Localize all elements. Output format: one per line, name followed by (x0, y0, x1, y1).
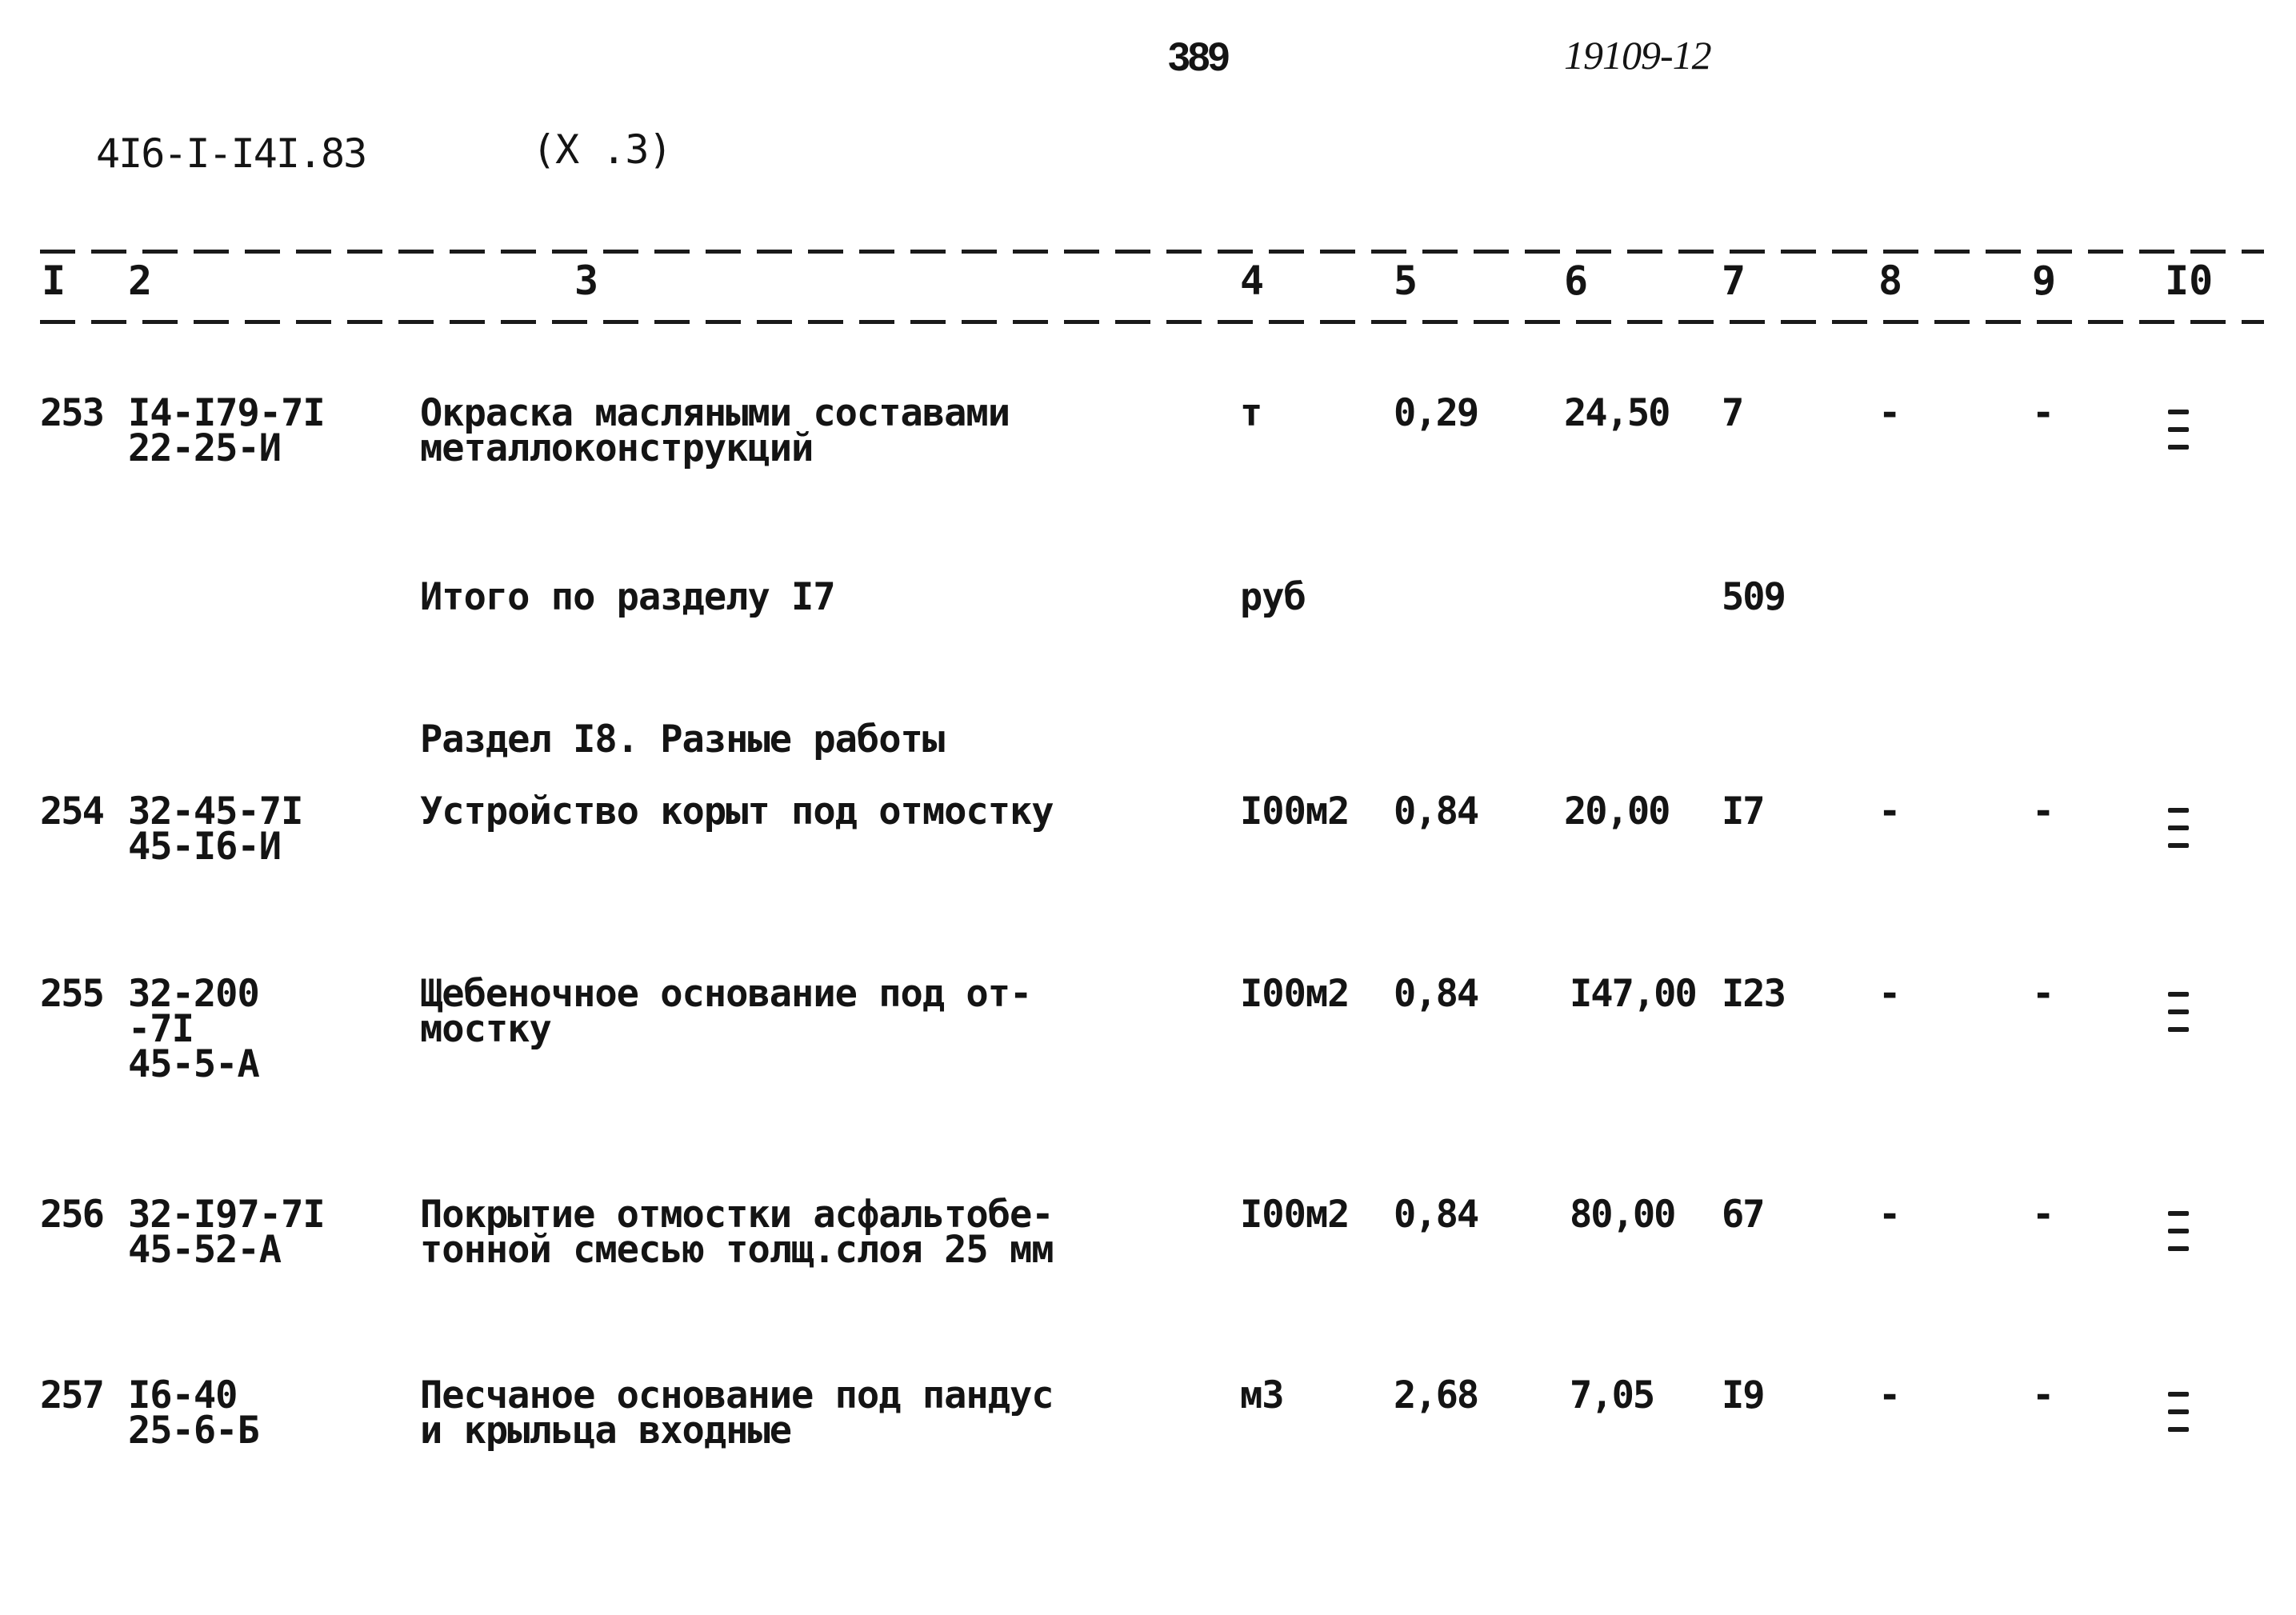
norm-code: I6-40 (128, 1373, 238, 1417)
column-header-1: I (42, 258, 66, 304)
work-description: Щебеночное основание под от- (420, 972, 1032, 1016)
work-description: Окраска масляными составами (420, 391, 1010, 435)
column-header-10: I0 (2165, 258, 2214, 304)
col8-value: - (1878, 391, 1901, 435)
unit-price: 80,00 (1570, 1193, 1675, 1237)
unit-price: 24,50 (1564, 391, 1670, 435)
column-header-5: 5 (1394, 258, 1418, 304)
total-cost: I7 (1722, 790, 1764, 833)
document-code: 4I6-I-I4I.83 (96, 130, 366, 177)
ditto-mark (2168, 1211, 2189, 1253)
ditto-mark (2168, 992, 2189, 1033)
quantity: 0,29 (1394, 391, 1478, 435)
price-code: 25-6-Б (128, 1409, 259, 1453)
column-header-4: 4 (1240, 258, 1265, 304)
work-description-cont: металлоконструкций (420, 426, 814, 470)
dashed-rule-bottom (40, 320, 2264, 324)
work-description-cont: мостку (420, 1007, 551, 1051)
row-number: 253 (40, 391, 103, 435)
norm-code: 32-200 (128, 972, 259, 1016)
total-cost: I9 (1722, 1373, 1764, 1417)
ditto-mark (2168, 1392, 2189, 1433)
unit: т (1240, 391, 1262, 435)
work-description-cont: и крыльца входные (420, 1409, 792, 1453)
norm-code: I4-I79-7I (128, 391, 325, 435)
total-cost: 7 (1722, 391, 1743, 435)
handwritten-reference: 19109-12 (1564, 33, 1711, 78)
work-description: Устройство корыт под отмостку (420, 790, 1054, 833)
unit: I00м2 (1240, 1193, 1350, 1237)
column-header-9: 9 (2032, 258, 2057, 304)
price-code: 45-52-А (128, 1228, 282, 1272)
quantity: 0,84 (1394, 972, 1478, 1016)
work-description: Покрытие отмостки асфальтобе- (420, 1193, 1054, 1237)
subtotal-total: 509 (1722, 575, 1785, 619)
col9-value: - (2032, 391, 2054, 435)
page-number: 389 (1168, 34, 1228, 79)
dashed-rule-top (40, 250, 2264, 254)
col9-value: - (2032, 790, 2054, 833)
unit-price: 20,00 (1564, 790, 1670, 833)
row-number: 254 (40, 790, 103, 833)
quantity: 0,84 (1394, 1193, 1478, 1237)
ditto-mark (2168, 808, 2189, 849)
col8-value: - (1878, 1193, 1901, 1237)
row-number: 256 (40, 1193, 103, 1237)
unit: м3 (1240, 1373, 1284, 1417)
column-header-7: 7 (1722, 258, 1746, 304)
column-header-8: 8 (1878, 258, 1903, 304)
ditto-mark (2168, 410, 2189, 451)
norm-code: 32-45-7I (128, 790, 303, 833)
quantity: 0,84 (1394, 790, 1478, 833)
work-description: Песчаное основание под пандус (420, 1373, 1054, 1417)
unit-price: I47,00 (1570, 972, 1696, 1016)
work-description-cont: тонной смесью толщ.слоя 25 мм (420, 1228, 1054, 1272)
col9-value: - (2032, 1193, 2054, 1237)
col8-value: - (1878, 1373, 1901, 1417)
unit: I00м2 (1240, 790, 1350, 833)
price-code: 45-5-А (128, 1042, 259, 1086)
row-number: 257 (40, 1373, 103, 1417)
col8-value: - (1878, 790, 1901, 833)
document-part: (X .3) (532, 126, 672, 173)
column-header-3: 3 (574, 258, 599, 304)
column-header-6: 6 (1564, 258, 1589, 304)
unit-price: 7,05 (1570, 1373, 1654, 1417)
row-number: 255 (40, 972, 103, 1016)
quantity: 2,68 (1394, 1373, 1478, 1417)
section-title: Раздел I8. Разные работы (420, 718, 945, 762)
subtotal-unit: руб (1240, 575, 1306, 619)
col9-value: - (2032, 1373, 2054, 1417)
total-cost: 67 (1722, 1193, 1764, 1237)
unit: I00м2 (1240, 972, 1350, 1016)
price-code: 45-I6-И (128, 825, 282, 869)
col8-value: - (1878, 972, 1901, 1016)
column-header-2: 2 (128, 258, 153, 304)
norm-code: 32-I97-7I (128, 1193, 325, 1237)
col9-value: - (2032, 972, 2054, 1016)
subtotal-label: Итого по разделу I7 (420, 575, 835, 619)
total-cost: I23 (1722, 972, 1785, 1016)
price-code: 22-25-И (128, 426, 282, 470)
norm-code-cont: -7I (128, 1007, 194, 1051)
